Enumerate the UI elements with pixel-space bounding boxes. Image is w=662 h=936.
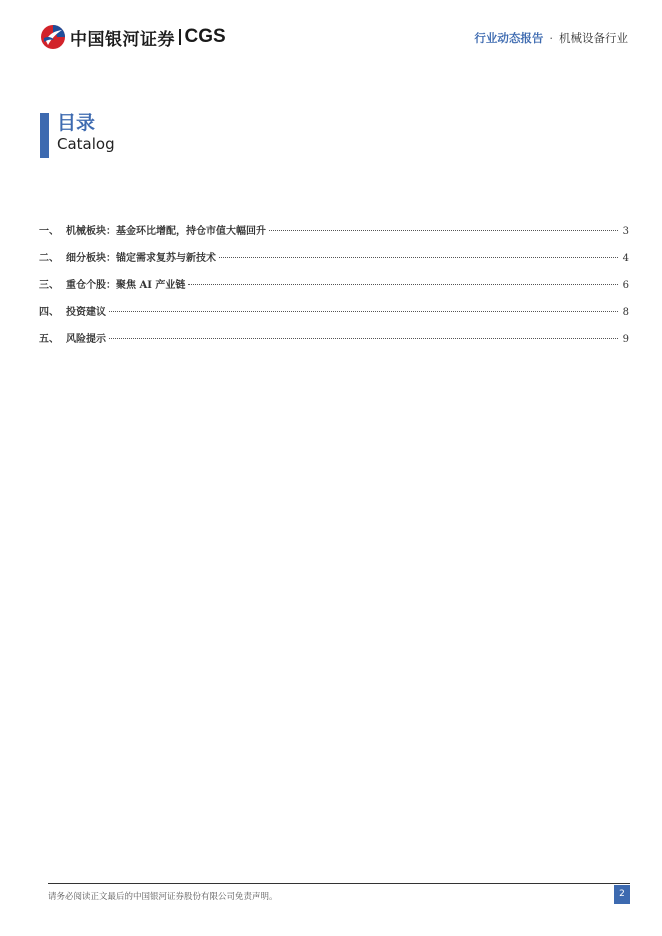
toc-entry-label[interactable]: 细分板块：锚定需求复苏与新技术 — [66, 253, 216, 264]
toc-dot-leader — [109, 338, 618, 339]
page-header — [0, 0, 662, 70]
toc-dot-leader — [188, 284, 618, 285]
cgs-logo-icon — [40, 24, 66, 50]
toc-entry-page[interactable]: 3 — [622, 226, 629, 237]
toc-entry[interactable] — [39, 276, 629, 303]
toc-entry-page[interactable]: 8 — [622, 307, 629, 318]
toc-entry[interactable] — [39, 222, 629, 249]
toc-entry-number: 四、 — [39, 307, 59, 318]
toc-title-accent-bar — [40, 113, 49, 158]
report-type: 行业动态报告 — [474, 31, 544, 45]
toc-title: 目录 — [57, 112, 96, 134]
toc-dot-leader — [109, 311, 618, 312]
toc-entry-number: 二、 — [39, 253, 59, 264]
toc-entry-label[interactable]: 投资建议 — [66, 307, 106, 318]
toc-entry-page[interactable]: 4 — [622, 253, 629, 264]
toc-entry-label[interactable]: 重仓个股：聚焦 AI 产业链 — [66, 280, 186, 291]
toc-entry-number: 一、 — [39, 226, 59, 237]
toc-subtitle: Catalog — [57, 135, 115, 153]
cgs-logo — [40, 24, 226, 50]
toc-dot-leader — [219, 257, 618, 258]
logo-chinese-name: 中国银河证券 — [70, 29, 175, 50]
toc-entry-page[interactable]: 9 — [622, 334, 629, 345]
footer-divider — [48, 883, 630, 884]
industry-name: 机械设备行业 — [559, 31, 628, 45]
header-report-info — [474, 30, 628, 46]
header-separator: · — [549, 31, 553, 45]
toc-entry-page[interactable]: 6 — [622, 280, 629, 291]
page-number-badge: 2 — [614, 885, 630, 904]
logo-divider — [179, 29, 181, 45]
toc-entry[interactable] — [39, 249, 629, 276]
logo-english-name: CGS — [184, 26, 226, 47]
footer-disclaimer: 请务必阅读正文最后的中国银河证券股份有限公司免责声明。 — [48, 892, 278, 902]
toc-entry[interactable] — [39, 303, 629, 330]
toc-entry-number: 五、 — [39, 334, 59, 345]
toc-entry-number: 三、 — [39, 280, 59, 291]
toc-entry[interactable] — [39, 330, 629, 357]
toc-entry-label[interactable]: 机械板块：基金环比增配，持仓市值大幅回升 — [66, 226, 266, 237]
toc-dot-leader — [269, 230, 618, 231]
table-of-contents — [39, 222, 629, 357]
toc-entry-label[interactable]: 风险提示 — [66, 334, 106, 345]
